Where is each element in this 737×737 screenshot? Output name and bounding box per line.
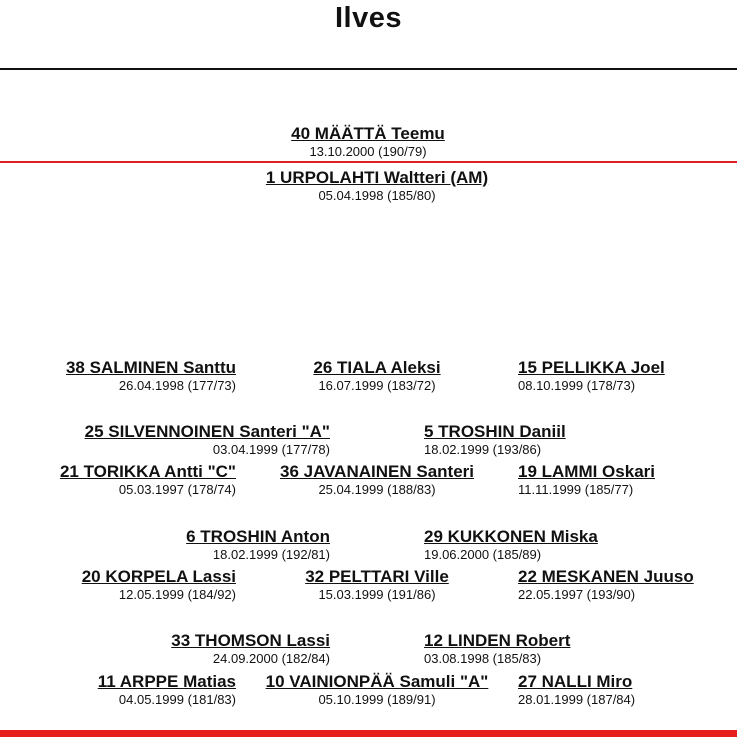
player-info: 04.05.1999 (181/83) [118, 692, 236, 707]
player-name-link[interactable]: 11 ARPPE Matias [97, 672, 236, 691]
player-rd-2 [424, 527, 598, 563]
player-name-link[interactable]: 26 TIALA Aleksi [313, 358, 441, 377]
player-lw-4 [98, 672, 236, 708]
player-lw-2 [60, 462, 236, 498]
player-rw-2 [518, 462, 655, 498]
player-name-link[interactable]: 12 LINDEN Robert [424, 631, 571, 650]
player-info: 12.05.1999 (184/92) [118, 587, 236, 602]
player-name-link[interactable]: 22 MESKANEN Juuso [518, 567, 694, 586]
player-lw-1 [66, 358, 236, 394]
player-info: 05.03.1997 (178/74) [118, 482, 236, 497]
player-name-link[interactable]: 5 TROSHIN Daniil [424, 422, 566, 441]
header-divider [0, 68, 737, 70]
player-name-link[interactable]: 33 THOMSON Lassi [171, 631, 330, 650]
player-info: 18.02.1999 (193/86) [424, 442, 542, 457]
player-name-link[interactable]: 6 TROSHIN Anton [186, 527, 330, 546]
player-info: 03.04.1999 (177/78) [212, 442, 330, 457]
player-name-link[interactable]: 1 URPOLAHTI Waltteri (AM) [265, 168, 489, 187]
player-c-3 [277, 567, 477, 603]
player-info: 19.06.2000 (185/89) [424, 547, 542, 562]
player-name-link[interactable]: 29 KUKKONEN Miska [424, 527, 598, 546]
player-ld-1 [85, 422, 330, 458]
player-info: 11.11.1999 (185/77) [518, 482, 634, 497]
player-lw-3 [82, 567, 236, 603]
player-name-link[interactable]: 27 NALLI Miro [518, 672, 633, 691]
player-info: 13.10.2000 (190/79) [309, 144, 427, 159]
player-name-link[interactable]: 32 PELTTARI Ville [305, 567, 449, 586]
player-ld-2 [186, 527, 330, 563]
player-info: 22.05.1997 (193/90) [518, 587, 636, 602]
player-name-link[interactable]: 38 SALMINEN Santtu [65, 358, 236, 377]
player-name-link[interactable]: 20 KORPELA Lassi [81, 567, 236, 586]
player-rw-1 [518, 358, 665, 394]
player-info: 15.03.1999 (191/86) [318, 587, 436, 602]
player-info: 25.04.1999 (188/83) [318, 482, 436, 497]
goalie-divider [0, 161, 737, 163]
player-c-4 [252, 672, 502, 708]
player-info: 08.10.1999 (178/73) [518, 378, 636, 393]
player-rw-4 [518, 672, 635, 708]
player-name-link[interactable]: 19 LAMMI Oskari [518, 462, 655, 481]
player-c-2 [262, 462, 492, 498]
player-name-link[interactable]: 36 JAVANAINEN Santeri [280, 462, 474, 481]
player-info: 28.01.1999 (187/84) [518, 692, 636, 707]
team-title: Ilves [335, 2, 402, 34]
player-name-link[interactable]: 40 MÄÄTTÄ Teemu [291, 124, 445, 143]
player-goalie-2 [188, 168, 566, 204]
player-name-link[interactable]: 25 SILVENNOINEN Santeri "A" [84, 422, 330, 441]
player-name-link[interactable]: 15 PELLIKKA Joel [518, 358, 665, 377]
player-name-link[interactable]: 10 VAINIONPÄÄ Samuli "A" [265, 672, 489, 691]
footer-divider [0, 730, 737, 737]
player-info: 05.04.1998 (185/80) [318, 188, 436, 203]
player-goalie-1 [218, 124, 518, 160]
player-info: 26.04.1998 (177/73) [118, 378, 236, 393]
player-name-link[interactable]: 21 TORIKKA Antti "C" [59, 462, 236, 481]
player-info: 05.10.1999 (189/91) [318, 692, 436, 707]
player-info: 18.02.1999 (192/81) [212, 547, 330, 562]
player-info: 24.09.2000 (182/84) [212, 651, 330, 666]
player-rd-3 [424, 631, 570, 667]
player-rd-1 [424, 422, 566, 458]
player-info: 16.07.1999 (183/72) [318, 378, 436, 393]
player-rw-3 [518, 567, 694, 603]
player-info: 03.08.1998 (185/83) [424, 651, 542, 666]
player-ld-3 [171, 631, 330, 667]
player-c-1 [277, 358, 477, 394]
